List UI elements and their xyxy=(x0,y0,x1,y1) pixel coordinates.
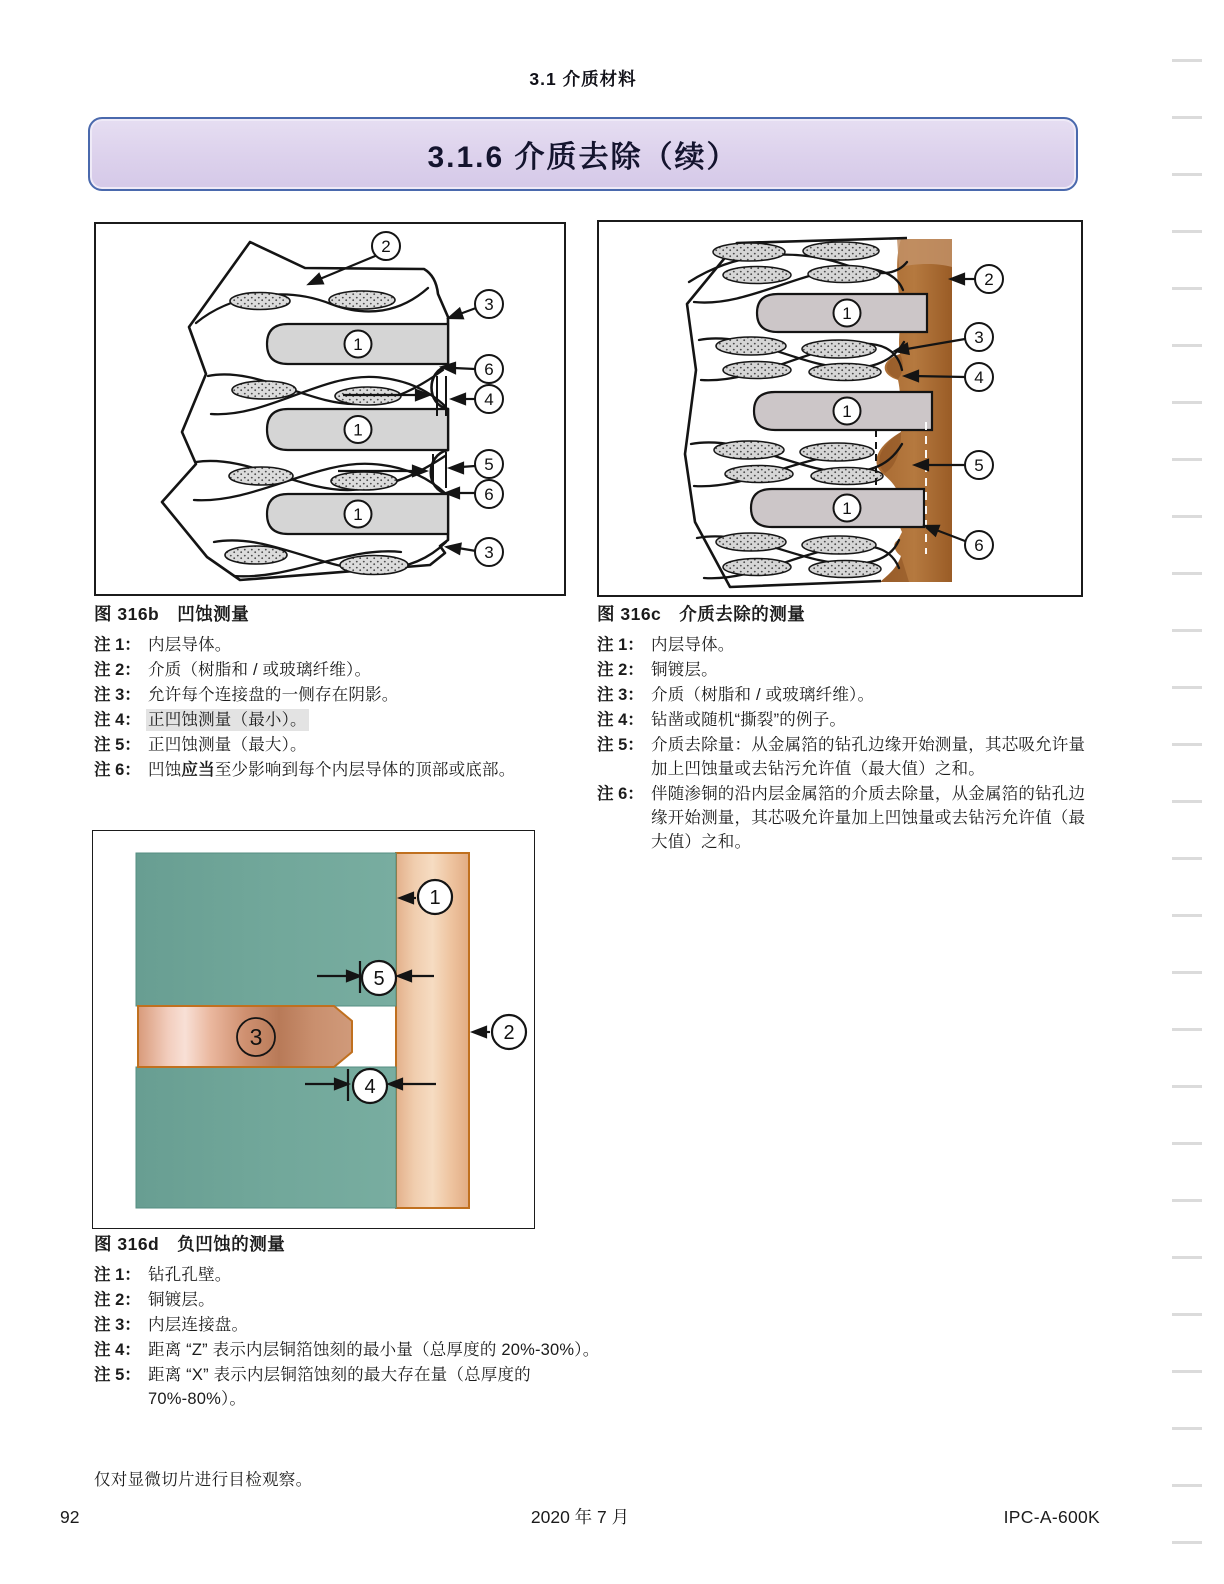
page-number: 92 xyxy=(60,1507,80,1527)
callout-1: 1 xyxy=(429,887,441,909)
callout-6: 6 xyxy=(974,536,984,555)
figure-316d-title: 图 316d 负凹蚀的测量 xyxy=(94,1234,286,1254)
figure-316b-title: 图 316b 凹蚀测量 xyxy=(94,604,250,624)
footer-date: 2020 年 7 月 xyxy=(530,1507,630,1527)
note-6: 注 6： 凹蚀应当至少影响到每个内层导体的顶部或底部。 xyxy=(94,761,516,779)
figure-316b-panel xyxy=(94,222,566,596)
closing-note: 仅对显微切片进行目检观察。 xyxy=(94,1471,313,1489)
note-3: 注 3： 介质（树脂和 / 或玻璃纤维）。 xyxy=(597,686,875,704)
callout-5: 5 xyxy=(484,455,494,474)
figure-316d-panel xyxy=(92,830,535,1229)
note-2: 注 2： 铜镀层。 xyxy=(94,1291,215,1309)
section-banner xyxy=(88,117,1078,191)
note-1: 注 1： 内层导体。 xyxy=(597,636,735,654)
note-3: 注 3： 内层连接盘。 xyxy=(94,1316,249,1334)
note-4: 注 4： 距离 “Z” 表示内层铜箔蚀刻的最小量（总厚度的 20%-30%）。 xyxy=(94,1341,600,1359)
callout-4: 4 xyxy=(364,1076,376,1098)
figure-316b-caption xyxy=(94,602,594,783)
footer-doc-id: IPC-A-600K xyxy=(1003,1507,1101,1527)
note-4: 注 4： 钻凿或随机“撕裂”的例子。 xyxy=(597,711,847,729)
callout-5: 5 xyxy=(974,456,984,475)
figure-316c-title: 图 316c 介质去除的测量 xyxy=(597,604,806,624)
note-6: 注 6： 伴随渗铜的沿内层金属箔的介质去除量，从金属箔的钻孔边缘开始测量，其芯吸允许量加上凹蚀量或去钻污允许值（最大值）之和。 xyxy=(597,785,1086,851)
conductor-label-3: 1 xyxy=(353,505,363,524)
callout-3-top: 3 xyxy=(484,295,494,314)
note-3: 注 3： 允许每个连接盘的一侧存在阴影。 xyxy=(94,686,399,704)
callout-4: 4 xyxy=(974,368,984,387)
figure-316d-caption xyxy=(94,1232,624,1412)
inner-layer-land xyxy=(138,1006,352,1067)
figure-316c-panel xyxy=(597,220,1083,597)
note-5: 注 5： 介质去除量：从金属箔的钻孔边缘开始测量，其芯吸允许量加上凹蚀量或去钻污允许值（最大值）之和。 xyxy=(597,736,1086,778)
note-5: 注 5： 距离 “X” 表示内层铜箔蚀刻的最大存在量（总厚度的 70%-80%）。 xyxy=(94,1366,531,1408)
callout-3: 3 xyxy=(249,1024,263,1050)
callout-5: 5 xyxy=(373,968,385,990)
callout-3-bottom: 3 xyxy=(484,543,494,562)
note-2: 注 2： 铜镀层。 xyxy=(597,661,718,679)
figure-316d-drawing xyxy=(93,831,531,1225)
conductor-label-2: 1 xyxy=(353,420,363,440)
callout-4: 4 xyxy=(484,390,494,409)
callout-3: 3 xyxy=(974,328,984,347)
callout-6-bottom: 6 xyxy=(484,485,494,504)
figure-316c-drawing xyxy=(599,222,1077,591)
conductor-label-3: 1 xyxy=(842,499,852,518)
section-header: 3.1 介质材料 xyxy=(529,69,637,89)
page-footer xyxy=(60,1504,1100,1529)
callout-2: 2 xyxy=(503,1022,515,1044)
note-4: 注 4： 正凹蚀测量（最小）。 xyxy=(94,711,307,729)
callout-6-top: 6 xyxy=(484,360,494,379)
conductor-label-1: 1 xyxy=(353,335,363,354)
note-5: 注 5： 正凹蚀测量（最大）。 xyxy=(94,736,307,754)
note-1: 注 1： 内层导体。 xyxy=(94,636,232,654)
conductor-label-2: 1 xyxy=(842,402,852,421)
dielectric-upper xyxy=(136,853,396,1006)
callout-2: 2 xyxy=(984,270,994,289)
callout-2: 2 xyxy=(381,237,391,256)
conductor-label-1: 1 xyxy=(842,304,852,323)
note-2: 注 2： 介质（树脂和 / 或玻璃纤维）。 xyxy=(94,661,372,679)
page-edge-marks xyxy=(1172,34,1202,1564)
banner-title: 3.1.6 介质去除（续） xyxy=(427,141,739,174)
note-1: 注 1： 钻孔孔壁。 xyxy=(94,1266,232,1284)
figure-316c-caption xyxy=(597,602,1093,855)
figure-316b-drawing xyxy=(96,224,560,590)
